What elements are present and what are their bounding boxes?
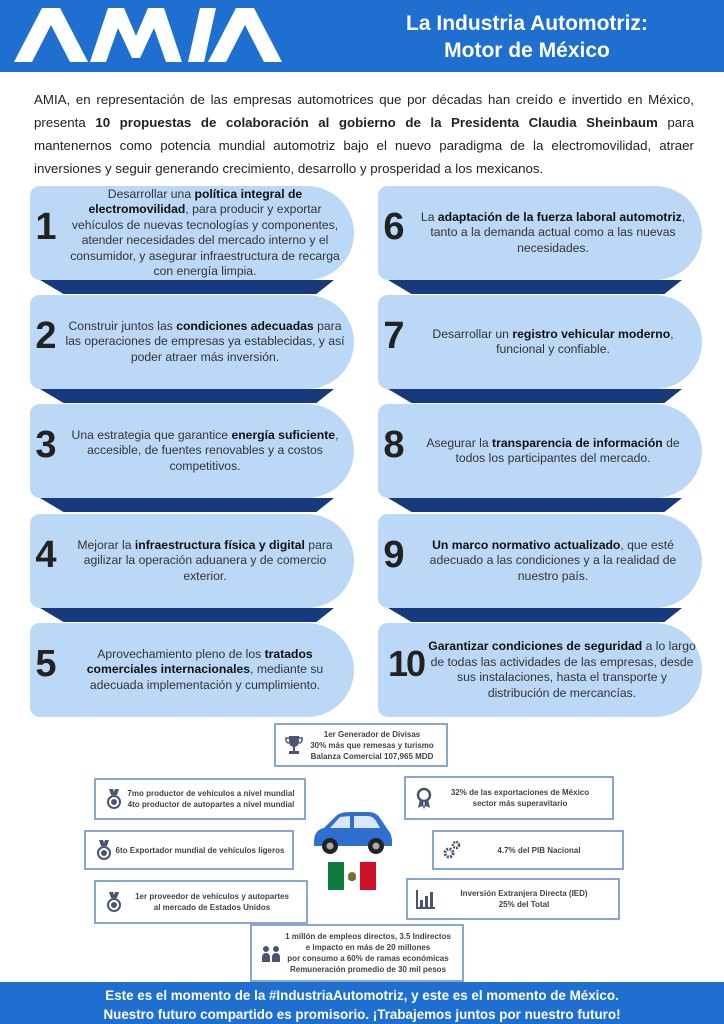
proposal-text-part: La	[420, 209, 438, 224]
stat-line: 1 millón de empleos directos, 3.5 Indirectos	[285, 932, 451, 941]
proposal-text-part: Aprovechamiento pleno de los	[97, 646, 265, 661]
intro-bold: 10 propuestas de colaboración al gobierno de la Presidenta Claudia Sheinbaum	[95, 115, 658, 130]
stat-box-productor	[94, 778, 306, 820]
proposal-number: 2	[35, 315, 57, 357]
stat-box-divisas	[274, 723, 448, 767]
title-line-2: Motor de México	[444, 39, 610, 62]
ribbon-divider	[388, 389, 682, 403]
car-illustration	[310, 808, 394, 856]
proposal-card-8	[378, 404, 702, 498]
stat-line: sector más superavitario	[472, 799, 568, 808]
proposal-card-3	[30, 404, 354, 498]
stat-line: 30% más que remesas y turismo	[310, 740, 434, 750]
proposal-text	[428, 623, 696, 717]
bar-chart-icon	[416, 888, 436, 910]
proposal-number: 10	[387, 643, 425, 684]
stat-line: al mercado de Estados Unidos	[153, 903, 271, 912]
footer-line-2: Nuestro futuro compartido es promisorio. ¡Trabajemos juntos por nuestro futuro!	[103, 1007, 621, 1022]
mexico-flag	[328, 862, 376, 890]
proposal-card-7	[378, 295, 702, 389]
stat-line: 6to Exportador mundial de vehículos ligeros	[115, 845, 285, 855]
proposal-text-bold: condiciones adecuadas	[176, 318, 314, 333]
proposal-number: 9	[383, 534, 405, 576]
proposal-number: 1	[35, 206, 57, 248]
proposal-card-4	[30, 514, 354, 608]
ribbon-divider	[388, 498, 682, 512]
ribbon-divider	[40, 389, 334, 403]
proposal-text-bold: infraestructura física y digital	[134, 537, 305, 552]
proposal-text	[62, 404, 348, 498]
proposal-text-part: para agilizar la operación aduanera y de comercio exterior.	[83, 537, 333, 583]
proposal-text-bold: Garantizar condiciones de seguridad	[428, 639, 643, 653]
proposal-card-9	[378, 514, 702, 608]
proposal-number: 6	[383, 206, 405, 248]
stat-line: por consumo a 60% de ramas económicas	[287, 954, 449, 963]
proposal-card-2	[30, 295, 354, 389]
footer-line-1: Este es el momento de la #IndustriaAutomotriz, y este es el momento de México.	[105, 988, 619, 1003]
proposal-text-part: Asegurar la	[426, 435, 493, 450]
stat-line: e impacto en más de 20 millones	[305, 943, 431, 952]
proposal-card-6	[378, 186, 702, 280]
proposal-text-part: , que esté adecuado a las condiciones y a la realidad de nuestro país.	[429, 537, 677, 583]
proposal-text-part: a lo largo de todas las actividades de las empresas, desde sus instalaciones, hasta el transporte y distribución de mercancías.	[430, 639, 696, 700]
proposal-text	[62, 623, 348, 717]
ribbon-divider	[388, 608, 682, 622]
proposal-text-bold: Un marco normativo actualizado	[432, 537, 621, 552]
proposal-text-bold: tratados comerciales internacionales	[86, 646, 313, 677]
proposal-text	[62, 295, 348, 389]
proposal-text-part: de todos los participantes del mercado.	[455, 435, 680, 465]
stat-line: Remuneración promedio de 30 mil pesos	[289, 965, 447, 974]
ribbon-award-icon	[414, 787, 434, 809]
ribbon-divider	[40, 498, 334, 512]
proposal-text-part: Construir juntos las	[68, 318, 177, 333]
proposal-text-part: , accesible, de fuentes renovables y a costos competitivos.	[87, 427, 339, 473]
proposal-text-bold: energía suficiente	[231, 427, 336, 442]
proposal-text-bold: transparencia de información	[492, 435, 663, 450]
medal-icon	[94, 839, 114, 861]
proposal-card-10	[378, 623, 702, 717]
proposal-text-part: Desarrollar un	[432, 326, 513, 341]
proposal-text-bold: registro vehicular moderno	[512, 326, 671, 341]
ribbon-divider	[40, 280, 334, 294]
proposal-text	[410, 514, 696, 608]
stat-box-pib	[432, 830, 624, 870]
stat-line: 1er Generador de Divisas	[323, 729, 421, 739]
proposal-number: 5	[35, 643, 57, 685]
stat-line: 4to productor de autopartes a nivel mundial	[127, 800, 295, 809]
proposal-text-part: Mejorar la	[77, 537, 135, 552]
proposal-text-bold: adaptación de la fuerza laboral automotriz	[437, 209, 682, 224]
proposal-number: 8	[383, 424, 405, 466]
stat-line: Balanza Comercial 107,965 MDD	[310, 751, 434, 761]
proposal-number: 4	[35, 534, 57, 576]
proposal-text	[410, 295, 696, 389]
stat-line: 32% de las exportaciones de México	[450, 788, 590, 797]
proposal-text-part: Una estrategia que garantice	[71, 427, 232, 442]
workers-icon	[260, 942, 282, 964]
stat-box-exportaciones	[404, 776, 614, 820]
proposal-number: 7	[383, 315, 405, 357]
stat-box-proveedor	[94, 880, 308, 924]
stat-box-exportador	[84, 830, 294, 870]
gears-icon	[442, 839, 462, 861]
stat-line: Inversión Extranjera Directa (IED)	[460, 889, 588, 898]
proposal-text-part: Desarrollar una	[107, 186, 195, 201]
proposal-text-part: para las operaciones de empresas ya establecidas, y así poder atraer más inversión.	[65, 318, 345, 364]
stat-line: 1er proveedor de vehículos y autopartes	[135, 892, 289, 901]
proposal-text	[62, 186, 348, 280]
title-line-1: La Industria Automotriz:	[406, 12, 648, 35]
stat-line: 4.7% del PIB Nacional	[497, 845, 581, 855]
footer-bar	[0, 982, 724, 1024]
amia-logo	[12, 6, 284, 64]
ribbon-divider	[40, 608, 334, 622]
stat-line: 7mo productor de vehículos a nivel mundial	[127, 789, 295, 798]
trophy-icon	[284, 734, 304, 756]
intro-text-1: AMIA, en representación de las empresas automotrices que por décadas han creído e invertido en México, presenta	[34, 92, 694, 130]
proposal-text-bold: política integral de electromovilidad	[88, 186, 303, 216]
proposal-text-part: , funcional y confiable.	[496, 326, 674, 356]
stat-line: 25% del Total	[498, 900, 550, 909]
proposal-text-part: , mediante su adecuada implementación y cumplimiento.	[89, 662, 324, 692]
proposal-text-part: , tanto a la demanda actual como a las nuevas necesidades.	[430, 209, 686, 255]
proposal-text	[62, 514, 348, 608]
proposal-text	[410, 186, 696, 280]
proposal-card-5	[30, 623, 354, 717]
intro-paragraph	[34, 88, 694, 180]
proposal-text-part: , para producir y exportar vehículos de nuevas tecnologías y componentes, atender necesidades del mercado interno y el consumidor, y asegurar infraestructura de recarga con energía limpia.	[70, 202, 340, 278]
ribbon-divider	[388, 280, 682, 294]
page-title	[330, 10, 724, 64]
stat-box-ied	[406, 878, 620, 920]
header-bar	[0, 0, 724, 72]
intro-text-2: para mantenernos como potencia mundial automotriz bajo el nuevo paradigma de la electromovilidad, atraer inversiones y seguir generando crecimiento, desarrollo y prosperidad a los mexicanos.	[34, 115, 694, 176]
stat-box-empleos	[250, 924, 464, 982]
proposal-card-1	[30, 186, 354, 280]
medal-icon	[104, 788, 124, 810]
proposal-number: 3	[35, 424, 57, 466]
proposal-text	[410, 404, 696, 498]
medal-icon	[104, 891, 124, 913]
